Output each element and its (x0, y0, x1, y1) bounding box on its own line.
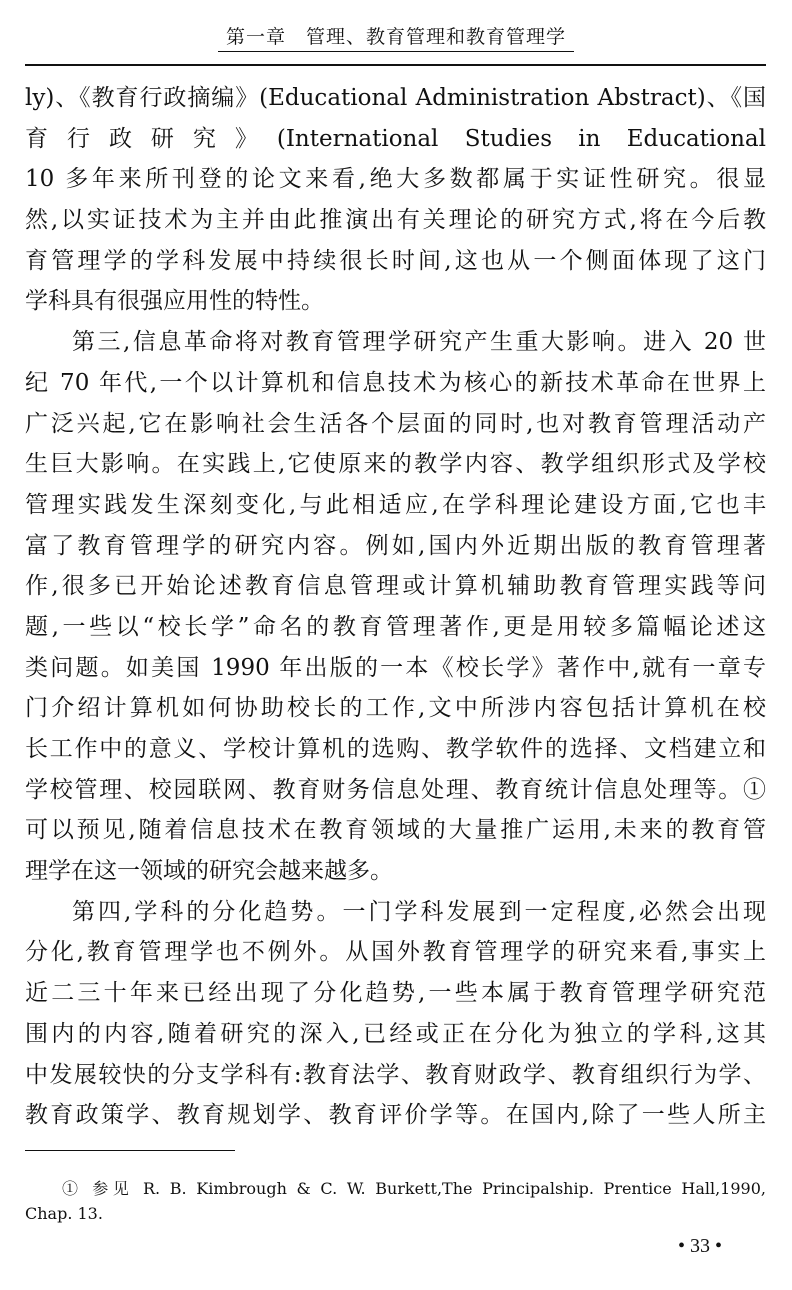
paragraph-start-line: 第三,信息革命将对教育管理学研究产生重大影响。进入 20 世 (72, 329, 766, 356)
body-line: 育管理学的学科发展中持续很长时间,这也从一个侧面体现了这门 (25, 247, 766, 274)
body-line: 教育政策学、教育规划学、教育评价学等。在国内,除了一些人所主 (25, 1102, 766, 1129)
body-line: 近二三十年来已经出现了分化趋势,一些本属于教育管理学研究范 (25, 980, 766, 1007)
body-line: 管理实践发生深刻变化,与此相适应,在学科理论建设方面,它也丰 (25, 491, 766, 518)
body-line: 可以预见,随着信息技术在教育领域的大量推广运用,未来的教育管 (25, 817, 766, 844)
body-line: 学科具有很强应用性的特性。 (25, 288, 324, 315)
footnote (25, 1176, 766, 1226)
body-line: 生巨大影响。在实践上,它使原来的教学内容、教学组织形式及学校 (25, 451, 766, 478)
body-line: 富了教育管理学的研究内容。例如,国内外近期出版的教育管理著 (25, 532, 766, 559)
body-line: 10 多年来所刊登的论文来看,绝大多数都属于实证性研究。很显 (25, 166, 766, 193)
body-line: 育行政研究》(International Studies in Educational (25, 125, 766, 152)
body-text (25, 78, 766, 1136)
body-line: 理学在这一领域的研究会越来越多。 (25, 858, 393, 885)
footnote-line: Chap. 13. (25, 1204, 103, 1223)
page-number: • 33 • (677, 1235, 722, 1257)
body-line: 然,以实证技术为主并由此推演出有关理论的研究方式,将在今后教 (25, 207, 766, 234)
footnote-line: ① 参见 R. B. Kimbrough & C. W. Burkett,The Principalship. Prentice Hall,1990, (62, 1179, 766, 1198)
body-line: 围内的内容,随着研究的深入,已经或正在分化为独立的学科,这其 (25, 1020, 766, 1047)
header-rule (25, 64, 766, 66)
body-line-with-footnote-ref: 学校管理、校园联网、教育财务信息处理、教育统计信息处理等。① (25, 776, 766, 803)
chapter-title: 第一章 管理、教育管理和教育管理学 (218, 22, 574, 52)
body-line: 类问题。如美国 1990 年出版的一本《校长学》著作中,就有一章专 (25, 654, 766, 681)
body-line: 中发展较快的分支学科有:教育法学、教育财政学、教育组织行为学、 (25, 1061, 766, 1088)
body-line: 题,一些以“校长学”命名的教育管理著作,更是用较多篇幅论述这 (25, 613, 766, 640)
body-line: 门介绍计算机如何协助校长的工作,文中所涉内容包括计算机在校 (25, 695, 766, 722)
paragraph-start-line: 第四,学科的分化趋势。一门学科发展到一定程度,必然会出现 (72, 898, 766, 925)
body-line: 分化,教育管理学也不例外。从国外教育管理学的研究来看,事实上 (25, 939, 766, 966)
footnote-rule (25, 1150, 235, 1151)
body-line: 长工作中的意义、学校计算机的选购、教学软件的选择、文档建立和 (25, 736, 766, 762)
body-line: 作,很多已开始论述教育信息管理或计算机辅助教育管理实践等问 (25, 573, 766, 600)
body-line: 广泛兴起,它在影响社会生活各个层面的同时,也对教育管理活动产 (25, 410, 766, 437)
body-line: 纪 70 年代,一个以计算机和信息技术为核心的新技术革命在世界上 (25, 369, 766, 396)
body-line: ly)、《教育行政摘编》(Educational Administration Abstract)、《国 (25, 85, 766, 111)
running-head (0, 22, 792, 52)
